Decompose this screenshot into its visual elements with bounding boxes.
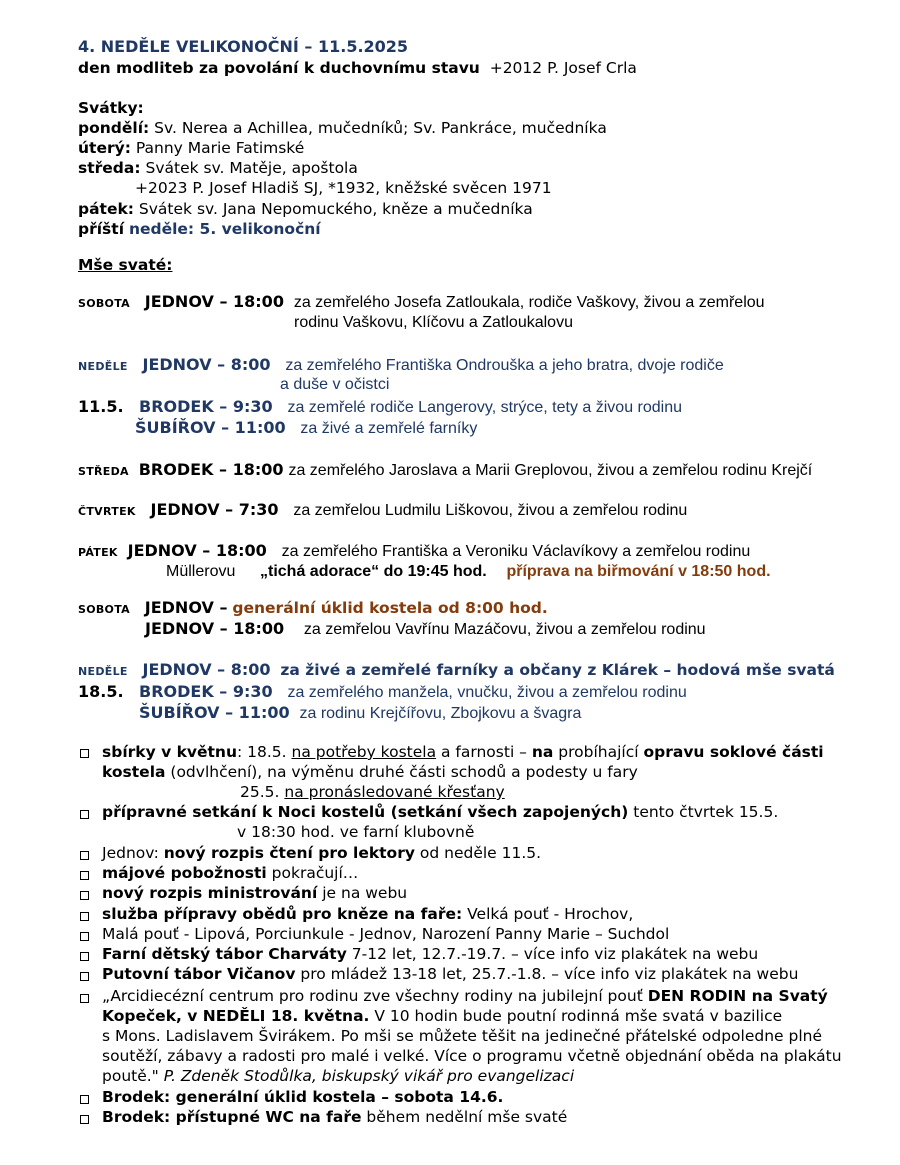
- mass-intention-cont: a duše v očistci: [280, 376, 390, 393]
- mass-intention: za zemřelé rodiče Langerovy, strýce, tety a živou rodinu: [287, 399, 683, 416]
- mass-sat1: [78, 292, 765, 314]
- feast-wednesday: [78, 158, 358, 178]
- feast-next-sunday: [78, 219, 321, 239]
- feasts-heading: Svátky:: [78, 99, 144, 117]
- mass-intention: za rodinu Krejčířovu, Zbojkovu a švagra: [299, 705, 582, 722]
- adoration-note: „tichá adorace“ do 19:45 hod.: [260, 563, 487, 580]
- bullet-icon: [80, 994, 89, 1003]
- notice-underlined: na potřeby kostela: [291, 743, 437, 761]
- mass-sun1-subirov: [135, 418, 477, 439]
- mass-intention: za zemřelého Jaroslava a Marii Greplovou, živou a zemřelou rodinu Krejčí: [288, 462, 813, 479]
- mass-place: JEDNOV – 8:00: [142, 660, 271, 679]
- mass-fri: [78, 541, 750, 563]
- notice-underlined: na pronásledované křesťany: [284, 783, 505, 801]
- mass-intention: za zemřelou Ludmilu Liškovou, živou a zemřelou rodinu: [293, 502, 688, 519]
- notice-text: pro mládež 13-18 let, 25.7.-1.8. – více info viz plakátek na webu: [295, 965, 799, 983]
- notice-bold: kostela: [102, 763, 166, 781]
- notice-family-day-cont4: [102, 1066, 574, 1086]
- notice-bold: přípravné setkání k Noci kostelů (setkání všech zapojených): [102, 803, 629, 821]
- feast-friday: [78, 199, 533, 219]
- mass-intention-cont: Müllerovu: [166, 563, 236, 580]
- feast-friday-label: pátek:: [78, 200, 134, 218]
- bullet-icon: [80, 952, 89, 961]
- mass-place: JEDNOV – 8:00: [142, 355, 271, 374]
- notice-text: Velká pouť - Hrochov,: [462, 905, 634, 923]
- notice-text: V 10 hodin bude poutní rodinná mše svatá v bazilice: [369, 1007, 783, 1025]
- notice-bold: Putovní tábor Vičanov: [102, 965, 296, 983]
- mass-place: JEDNOV – 18:00: [144, 292, 284, 311]
- mass-intention: za zemřelého manžela, vnučku, živou a zemřelou rodinu: [287, 684, 687, 701]
- mass-place: BRODEK – 9:30: [139, 397, 273, 416]
- feast-wednesday-label: středa:: [78, 159, 141, 177]
- notice-text: během nedělní mše svaté: [361, 1108, 568, 1126]
- notice-bold: májové pobožnosti: [102, 864, 267, 882]
- notice-bold: služba přípravy obědů pro kněze na faře:: [102, 905, 463, 923]
- notice-text: je na webu: [317, 884, 408, 902]
- notice-text: probíhající: [553, 743, 644, 761]
- notice-collections-cont: [102, 762, 638, 782]
- notice-text: (odvlhčení), na výměnu druhé části schodů a podesty u fary: [165, 763, 638, 781]
- notice-bold: Farní dětský tábor Charváty: [102, 945, 347, 963]
- bullet-icon: [80, 810, 89, 819]
- notice-collections: [102, 742, 824, 762]
- subtitle-note: +2012 P. Josef Crla: [489, 59, 637, 77]
- bullet-icon: [80, 1115, 89, 1124]
- feast-next-label: příští: [78, 220, 125, 238]
- mass-sun2: [78, 660, 835, 682]
- notice-family-day: [102, 986, 828, 1006]
- confirmation-note: příprava na biřmování v 18:50 hod.: [506, 563, 771, 580]
- mass-fri-cont: [166, 561, 771, 582]
- notice-text: tento čtvrtek 15.5.: [628, 803, 779, 821]
- notice-text: pokračují…: [266, 864, 359, 882]
- notice-text: od neděle 11.5.: [414, 844, 542, 862]
- mass-intention: za zemřelého Františka a Veroniku Václavíkovy a zemřelou rodinu: [281, 543, 751, 560]
- bullet-icon: [80, 932, 89, 941]
- feast-tuesday-label: úterý:: [78, 139, 131, 157]
- notice-text: „Arcidiecézní centrum pro rodinu zve všechny rodiny na jubilejní pouť: [102, 987, 648, 1005]
- notice-signature: P. Zdeněk Stodůlka, biskupský vikář pro evangelizaci: [163, 1067, 575, 1085]
- notice-text: 7-12 let, 12.7.-19.7. – více info viz plakátek na webu: [346, 945, 759, 963]
- feast-tuesday: [78, 138, 304, 158]
- feast-wednesday-text: Svátek sv. Matěje, apoštola: [145, 159, 358, 177]
- notice-bold: nový rozpis čtení pro lektory: [163, 844, 415, 862]
- notice-lunches: [102, 904, 633, 924]
- notice-bold: DEN RODIN na Svatý: [647, 987, 828, 1005]
- feast-next-text: neděle: 5. velikonoční: [128, 220, 321, 238]
- feast-monday-label: pondělí:: [78, 119, 150, 137]
- bullet-icon: [80, 972, 89, 981]
- mass-sun2-subirov: [139, 703, 581, 724]
- notice-ministrants: [102, 883, 407, 903]
- notice-bold: Kopeček, v NEDĚLI 18. května.: [102, 1007, 370, 1025]
- notice-bold: Brodek: přístupné WC na faře: [102, 1108, 362, 1126]
- mass-wed: [78, 460, 812, 482]
- mass-intention: za zemřelého Františka Ondrouška a jeho bratra, dvoje rodiče: [285, 357, 724, 374]
- notice-bold: opravu soklové části: [643, 743, 824, 761]
- notice-text: poutě.": [102, 1067, 164, 1085]
- mass-intention: za živé a zemřelé farníky a občany z Klárek – hodová mše svatá: [280, 661, 835, 679]
- mass-place: JEDNOV – 18:00: [127, 541, 267, 560]
- mass-place: ŠUBÍŘOV – 11:00: [135, 418, 286, 437]
- notice-family-day-cont3: soutěží, zábavy a radosti pro malé i velké. Více o programu včetně objednání oběda na plakátu: [102, 1047, 842, 1065]
- sunday-date: 11.5.: [78, 397, 124, 416]
- mass-place: JEDNOV – 7:30: [150, 500, 279, 519]
- mass-intention: za zemřelého Josefa Zatloukala, rodiče Vaškovy, živou a zemřelou: [293, 294, 765, 311]
- notice-night-cont: v 18:30 hod. ve farní klubovně: [237, 823, 475, 841]
- subtitle-bold: den modliteb za povolání k duchovnímu stavu: [78, 59, 480, 77]
- bullet-icon: [80, 1095, 89, 1104]
- notice-brodek-wc: [102, 1107, 567, 1127]
- mass-thu: [78, 500, 687, 522]
- page-title: 4. NEDĚLE VELIKONOČNÍ – 11.5.2025: [78, 37, 409, 56]
- mass-intention: za živé a zemřelé farníky: [300, 420, 478, 437]
- notice-brodek-cleaning: Brodek: generální úklid kostela – sobota 14.6.: [102, 1088, 504, 1106]
- feast-monday: [78, 118, 607, 138]
- sunday-date: 18.5.: [78, 682, 124, 701]
- notice-text: 25.5.: [240, 783, 285, 801]
- notice-bold: nový rozpis ministrování: [102, 884, 318, 902]
- bullet-icon: [80, 851, 89, 860]
- bullet-icon: [80, 891, 89, 900]
- mass-place: JEDNOV –: [144, 598, 228, 617]
- notice-family-day-cont2: s Mons. Ladislavem Švirákem. Po mši se můžete těšit na jedinečné přátelské odpoledne plné: [102, 1027, 823, 1045]
- feast-friday-text: Svátek sv. Jana Nepomuckého, kněze a mučedníka: [138, 200, 533, 218]
- cleaning-note: generální úklid kostela od 8:00 hod.: [232, 599, 548, 617]
- bullet-icon: [80, 912, 89, 921]
- day-label: SOBOTA: [78, 297, 130, 310]
- notice-text: Jednov:: [102, 844, 164, 862]
- notice-family-day-cont1: [102, 1006, 782, 1026]
- notice-night-of-churches: [102, 802, 778, 822]
- notice-text: : 18.5.: [237, 743, 292, 761]
- notice-collections-cont2: [240, 782, 505, 802]
- bullet-icon: [80, 749, 89, 758]
- notice-camp-charvaty: [102, 944, 758, 964]
- mass-sun2-brodek: [139, 682, 687, 703]
- bullet-icon: [80, 871, 89, 880]
- mass-sun1: [78, 355, 724, 377]
- day-label: NEDĚLE: [78, 360, 128, 373]
- mass-place: BRODEK – 18:00: [138, 460, 284, 479]
- page-subtitle: [78, 58, 637, 78]
- mass-sun1-brodek: [139, 397, 682, 418]
- day-label: STŘEDA: [78, 465, 129, 478]
- mass-place: ŠUBÍŘOV – 11:00: [139, 703, 290, 722]
- feast-monday-text: Sv. Nerea a Achillea, mučedníků; Sv. Pankráce, mučedníka: [154, 119, 607, 137]
- mass-place: BRODEK – 9:30: [139, 682, 273, 701]
- feast-tuesday-text: Panny Marie Fatimské: [135, 139, 305, 157]
- mass-intention-cont: rodinu Vaškovu, Klíčovu a Zatloukalovu: [294, 314, 573, 331]
- day-label: NEDĚLE: [78, 665, 128, 678]
- mass-sat2-evening: [145, 619, 706, 640]
- day-label: PÁTEK: [78, 546, 118, 559]
- mass-place: JEDNOV – 18:00: [145, 619, 285, 638]
- notice-readers: [102, 843, 541, 863]
- notice-bold: sbírky v květnu: [102, 743, 237, 761]
- day-label: SOBOTA: [78, 603, 130, 616]
- feast-wednesday-note: +2023 P. Josef Hladiš SJ, *1932, kněžské svěcen 1971: [135, 179, 552, 197]
- masses-heading: Mše svaté:: [78, 256, 173, 274]
- notice-camp-vicanov: [102, 964, 798, 984]
- mass-intention: za zemřelou Vavřínu Mazáčovu, živou a zemřelou rodinu: [303, 621, 706, 638]
- mass-sat2: [78, 598, 548, 620]
- notice-text: a farnosti –: [436, 743, 532, 761]
- notice-bold: na: [531, 743, 554, 761]
- day-label: ČTVRTEK: [78, 505, 136, 518]
- notice-lunches-cont: Malá pouť - Lipová, Porciunkule - Jednov, Narození Panny Marie – Suchdol: [102, 925, 670, 943]
- notice-may-devotions: [102, 863, 358, 883]
